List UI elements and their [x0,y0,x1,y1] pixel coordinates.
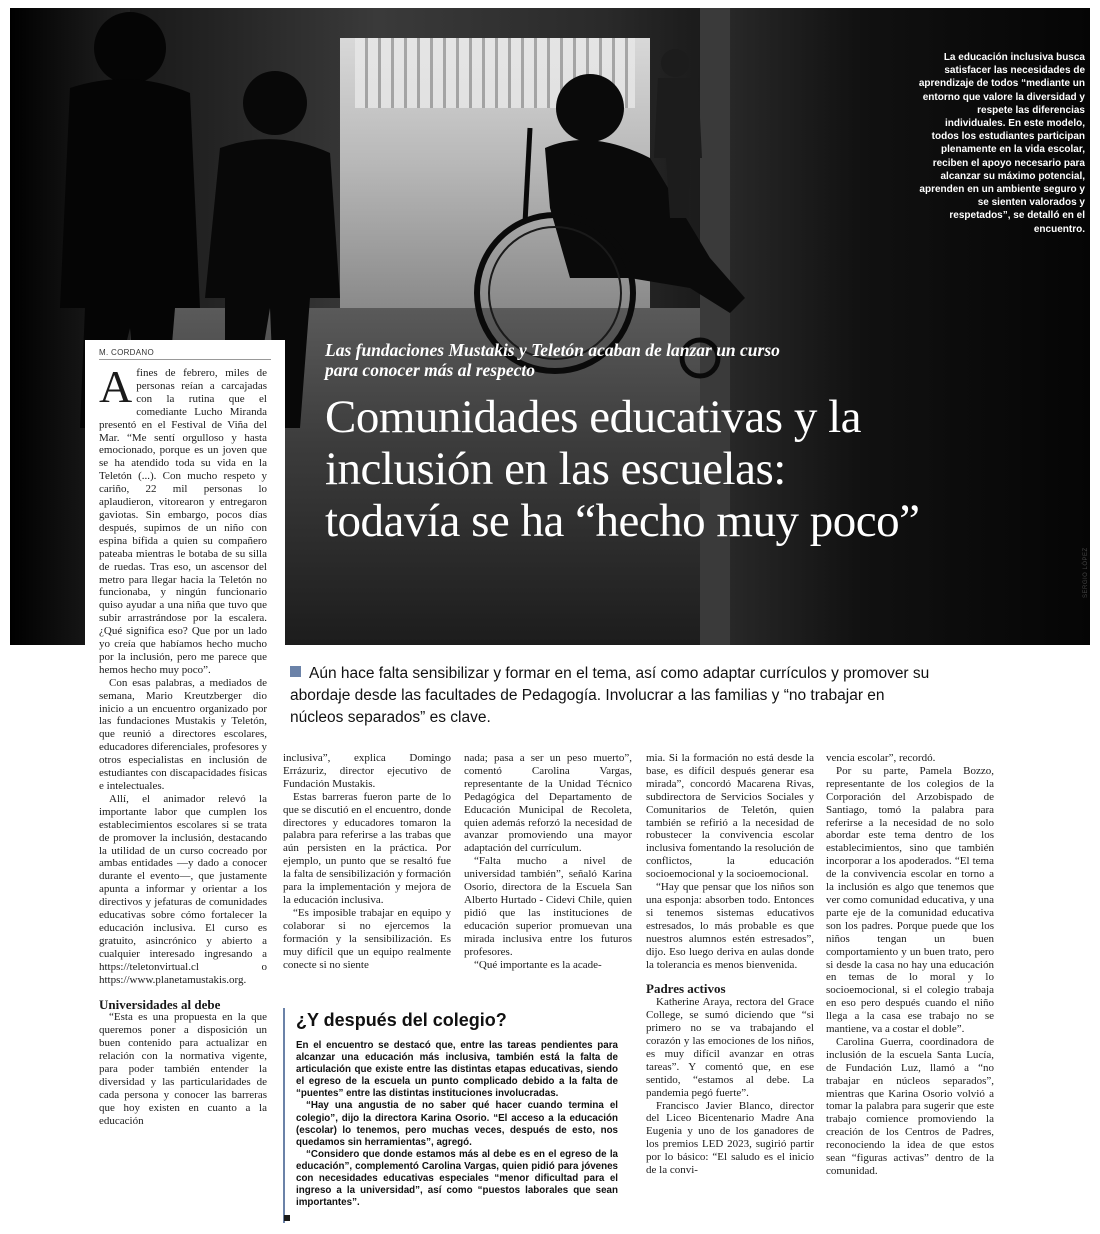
paragraph: “Es imposible trabajar en equipo y colaborar si no ejercemos la formación y la sensibilización. Es muy difícil que un equipo realmente conecte si no siente [283,906,451,971]
drop-cap: A [99,361,133,412]
column-5 [826,752,994,1178]
paragraph: “Hay que pensar que los niños son una esponja: absorben todo. Entonces si tenemos sistemas educativos estresados, lo más probable es que nuestros alumnos estén estresados”, dijo. Eso luego deriva en aulas donde la tolerancia es menos bienvenida. [646,881,814,971]
paragraph: Katherine Araya, rectora del Grace College, se sumó diciendo que “si primero no se va trabajando el corazón y las emociones de los niños, es muy difícil avanzar en otras tareas”. Y comentó que, en ese sentido, “estamos al debe. La pandemia pegó fuerte”. [646,996,814,1099]
summary-text: Aún hace falta sensibilizar y formar en el tema, así como adaptar currículos y promover su abordaje desde las facultades de Pedagogía. Involucrar a las familias y “no trabajar en núcleos separados” es clave. [290,665,930,726]
paragraph: “Falta mucho a nivel de universidad también”, señaló Karina Osorio, directora de la Escuela San Alberto Hurtado - Cidevi Chile, quien pidió que las instituciones de educación superior promuevan una mirada inclusiva entre los futuros profesores. [464,855,632,958]
paragraph: Por su parte, Pamela Bozzo, representante de los colegios de la Corporación del Arzobispado de Santiago, tomó la palabra para referirse a la necesidad de no solo abordar este tema dentro de los establecimientos, sino que también incorporar a los apoderados. “El tema de la convivencia escolar en torno a la inclusión es algo que tenemos que ver como comunidad educativa, y una parte eje de la comunidad educativa son los padres. Porque puede que los niños tengan un buen comportamiento y un buen trato, pero si desde la casa no hay una educación en temas de lo moral y lo socioemocional, si el colegio trabaja en eso pero después cuando el niño llega a la casa ese trabajo no se mantiene, va a costar el doble”. [826,764,994,1036]
byline: M. CORDANO [99,348,154,357]
article-summary [290,663,930,729]
end-mark-square [284,1215,290,1221]
sidebar-body [296,1040,618,1209]
article-headline: Comunidades educativas y la inclusión en las escuelas: todavía se ha “hecho muy poco” [325,391,920,547]
paragraph: “Qué importante es la acade- [474,958,602,971]
paragraph: inclusiva”, explica Domingo Errázuriz, director ejecutivo de Fundación Mustakis. [283,752,451,790]
sidebar-paragraph: “Considero que donde estamos más al debe es en el egreso de la educación”, complementó Carolina Vargas, quien pidió para jóvenes con necesidades educativas especiales “menor dificultad para el ingreso a la universidad”, así como “puestos laborales que sean importantes”. [296,1148,618,1209]
paragraph: vencia escolar”, recordó. [826,752,936,764]
column-4 [646,752,814,1177]
paragraph: Allí, el animador relevó la importante labor que cumplen los establecimientos escolares si se trata de promover la inclusión, destacando la utilidad de un curso cocreado por ambas entidades —y dado a conocer durante el evento—, que justamente apunta a informar y orientar a los directivos y jefaturas de comunidades educativas sobre cómo fortalecer la educación inclusiva. El curso es gratuito, asincrónico y abierto a cualquier interesado ingresando a https://teletonvirtual.cl o https://www.planetamustakis.org. [99,792,267,986]
paragraph: “Esta es una propuesta en la que queremos poner a disposición un buen contenido para actualizar en relación con la normativa vigente, para poder también entender la diversidad y las particularidades de cada persona y conocer las barreras que hoy existen en cuanto a la educación [99,1011,267,1127]
paragraph: Francisco Javier Blanco, director del Liceo Bicentenario Madre Ana Eugenia y uno de los ganadores de los premios LED 2023, sugirió partir por lo básico: “El saludo es el inicio de la convi- [646,1099,814,1177]
byline-rule [99,359,271,360]
summary-bullet-square [290,666,301,677]
paragraph: mia. Si la formación no está desde la base, es difícil después generar esa mirada”, concordó Macarena Rivas, subdirectora de Servicios Sociales y Comunitarios de Teletón, quien también se refirió a la necesidad de robustecer la convivencia escolar inclusiva fomentando la resolución de conflictos, la educación socioemocional y la socioemocional. [646,752,814,881]
sidebar-accent-bar [283,1008,285,1223]
photo-caption: La educación inclusiva busca satisfacer las necesidades de aprendizaje de todos “mediante un entorno que valore la diversidad y respete las diferencias individuales. En este modelo, todos los estudiantes participan plenamente en la vida escolar, reciben el apoyo necesario para alcanzar su máximo potencial, aprenden en un ambiente seguro y se sienten valorados y respetados”, se detalló en el encuentro. [918,52,1085,235]
article-kicker: Las fundaciones Mustakis y Teletón acaban de lanzar un curso para conocer más al respecto [325,340,780,380]
column-3 [464,752,632,971]
sidebar-title: ¿Y después del colegio? [296,1010,507,1030]
column-1 [99,361,267,1128]
paragraph: Estas barreras fueron parte de lo que se discutió en el encuentro, donde directores y educadores tomaron la palabra para referirse a las trabas que aún persisten en la práctica. Por ejemplo, un punto que se resaltó fue la falta de sensibilización y formación para la implementación y mejora de la educación inclusiva. [283,790,451,906]
subhead-universidades: Universidades al debe [99,996,221,1012]
paragraph: fines de febrero, miles de personas reían a carcajadas con la rutina que el comediante Lucho Miranda presentó en el Festival de Viña del Mar. “Me sentí orgulloso y hasta emocionado, porque es un joven que se ha atendido toda su vida en la Teletón (...). Con mucho respeto y cariño, 22 mil personas lo aplaudieron, vitorearon y entregaron gaviotas. Sin embargo, pocos días después, supimos de un niño con espina bífida a quien su compañero pateaba mientras le botaba de su silla de ruedas. Tras eso, un ascensor del metro para llegar hacia la Teletón no funcionaba, y ningún funcionario quiso ayudar a una niña que tuvo que subir arrastrándose por la escalera. ¿Qué significa eso? Que por un lado yo creía que habíamos hecho mucho por la inclusión, pero me parece que hemos hecho muy poco”. [99,367,267,676]
column-2 [283,752,451,971]
photo-credit: SERGIO LÓPEZ [1083,547,1089,598]
sidebar-paragraph: En el encuentro se destacó que, entre las tareas pendientes para alcanzar una educación más inclusiva, también está la falta de articulación que existe entre las distintas etapas educativas, siendo el egreso de la escuela un punto complicado debido a la falta de “puentes” entre las distintas instituciones involucradas. [296,1040,618,1100]
sidebar-paragraph: “Hay una angustia de no saber qué hacer cuando termina el colegio”, dijo la directora Karina Osorio. “El acceso a la educación (escolar) lo tenemos, pero muchas veces, después de esto, nos quedamos sin herramientas”, agregó. [296,1100,618,1148]
paragraph: nada; pasa a ser un peso muerto”, comentó Carolina Vargas, representante de la Unidad Técnico Pedagógica del Departamento de Educación Municipal de Recoleta, quien además reforzó la necesidad de avanzar promoviendo una mayor adaptación del currículum. [464,752,632,855]
paragraph: Con esas palabras, a mediados de semana, Mario Kreutzberger dio inicio a un encuentro organizado por las fundaciones Mustakis y Teletón, que reunió a directores escolares, educadores diferenciales, profesores y otros especialistas en inclusión de estudiantes con discapacidades físicas e intelectuales. [99,676,267,792]
silhouette-wheelchair [477,74,745,376]
subhead-padres-activos: Padres activos [646,981,726,997]
paragraph: Carolina Guerra, coordinadora de inclusión de la escuela Santa Lucía, de Fundación Luz, llamó a “no trabajar en núcleos separados”, mientras que Karina Osorio volvió a tomar la palabra para sugerir que este trabajo comience promoviendo la creación de los Centros de Padres, reconociendo la idea de que estos sean “figuras activas” dentro de la comunidad. [826,1035,994,1177]
